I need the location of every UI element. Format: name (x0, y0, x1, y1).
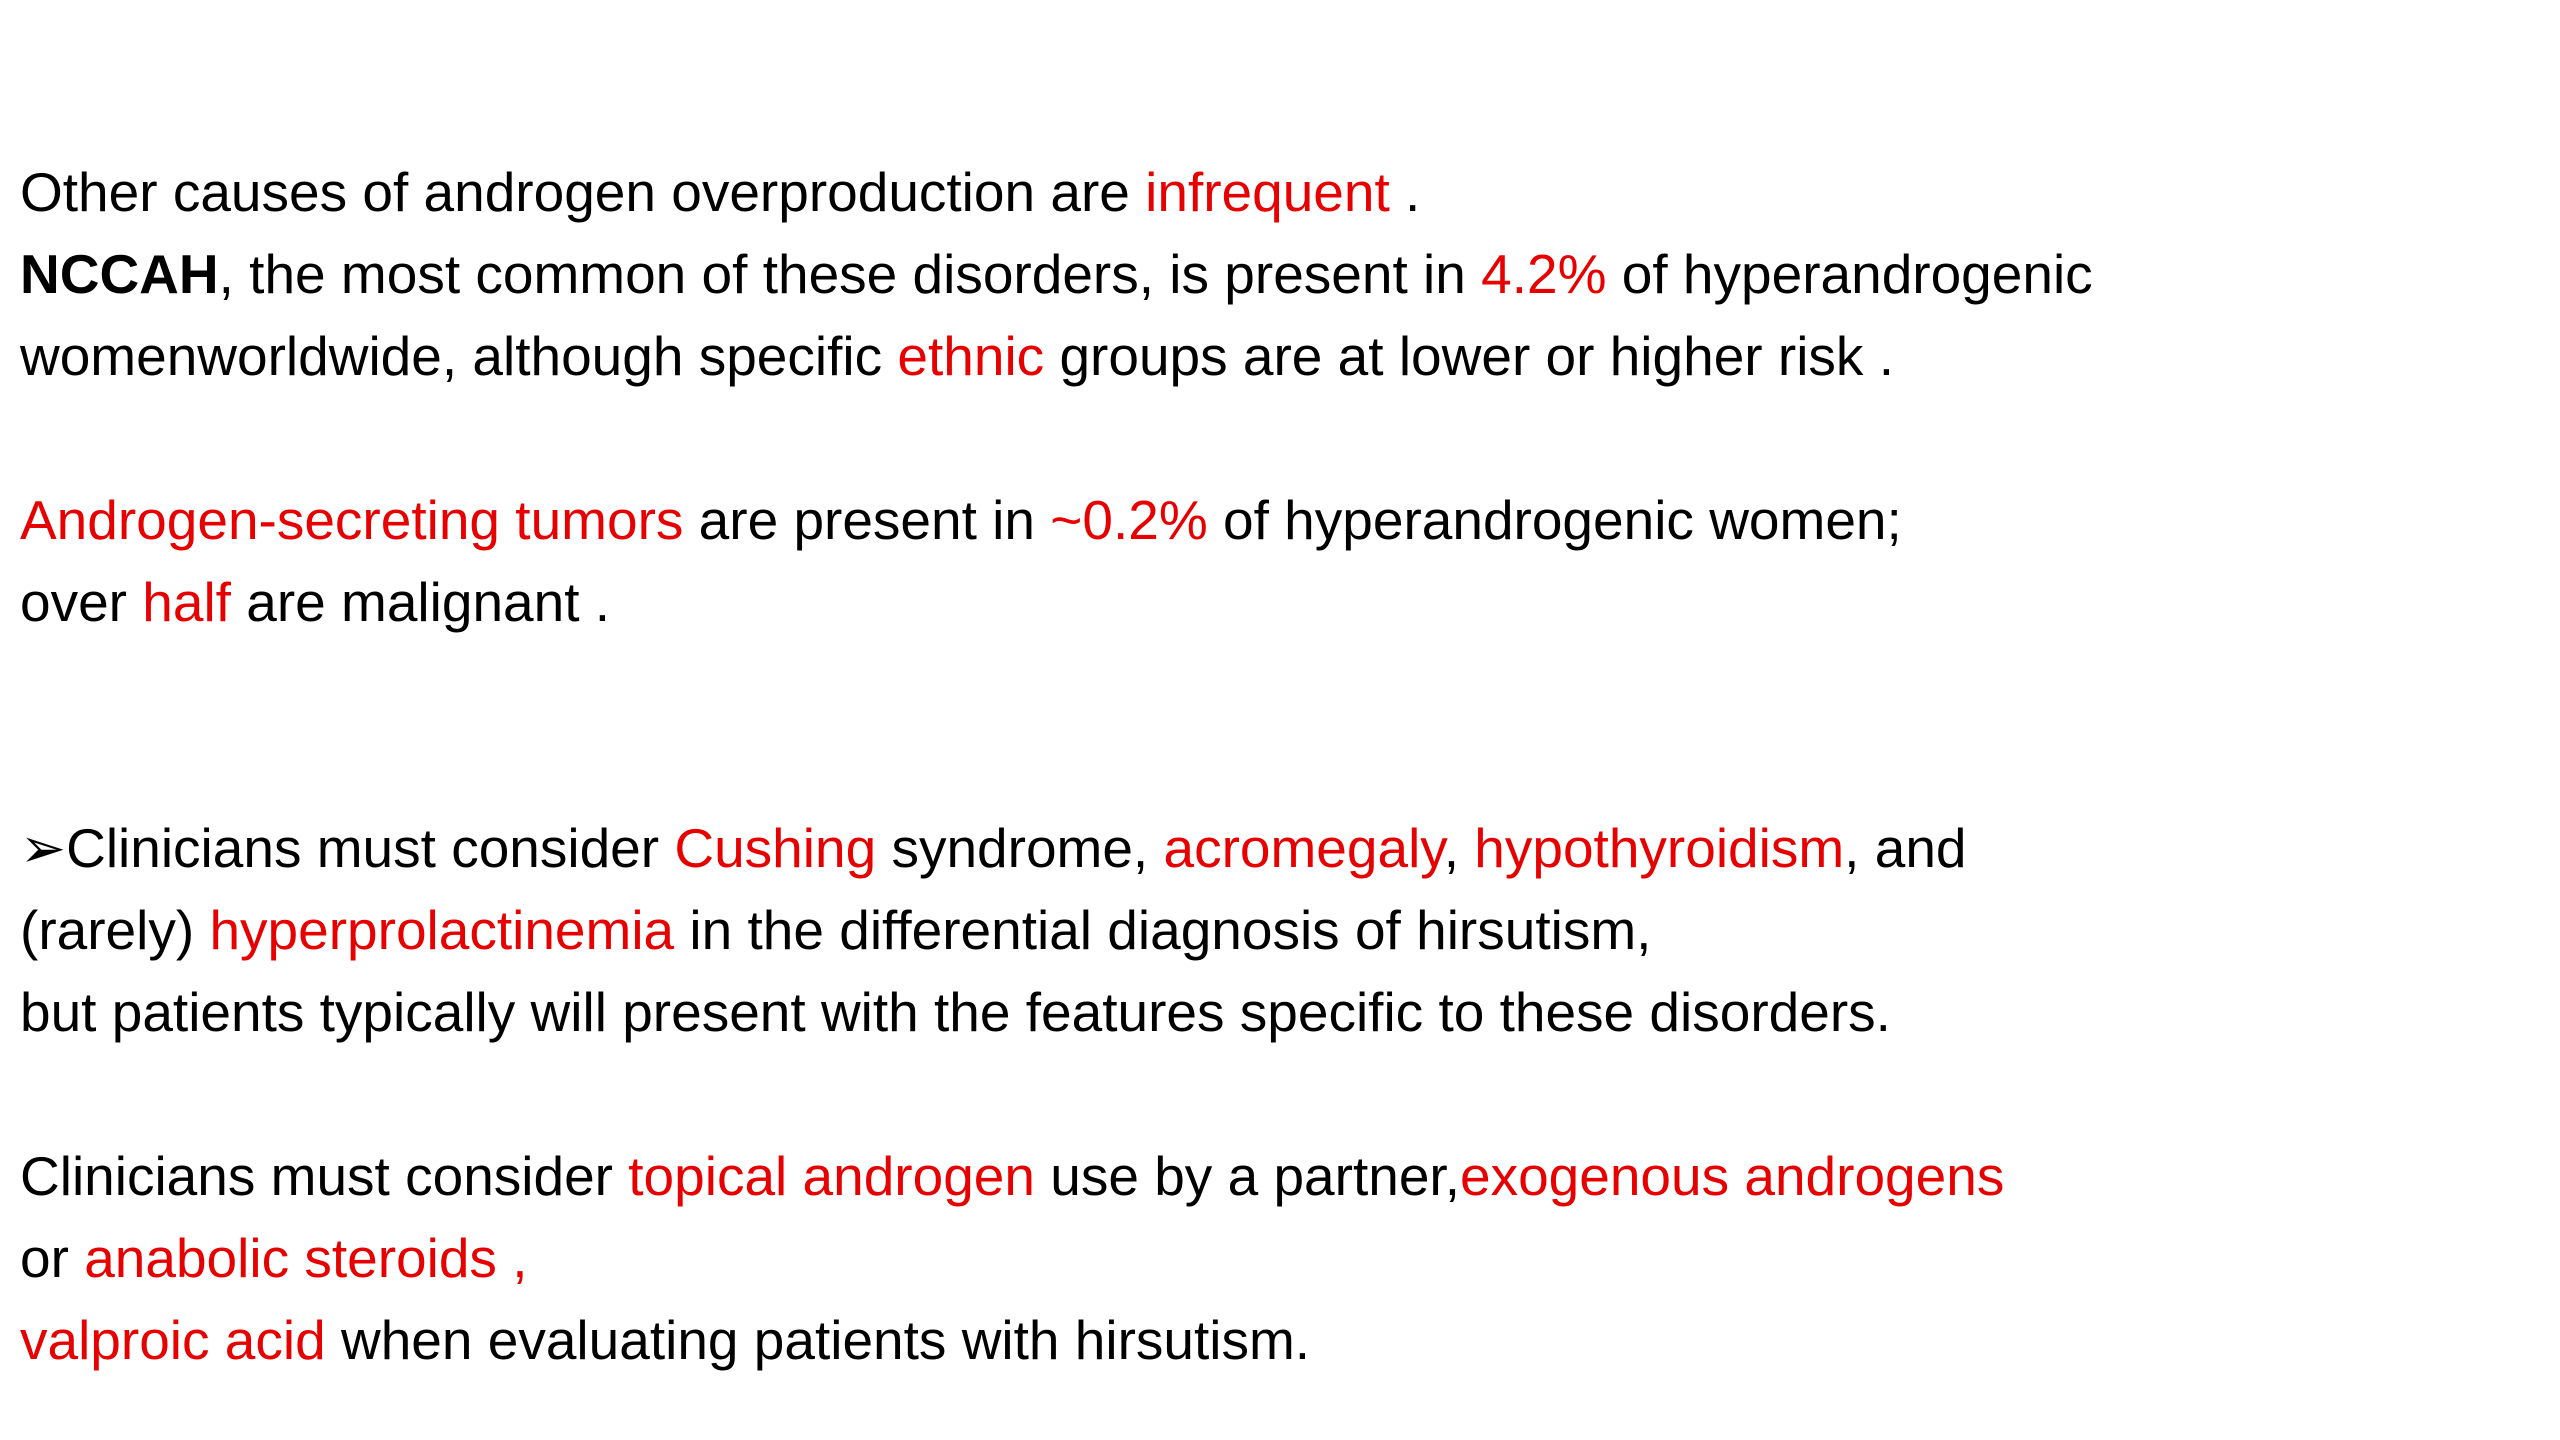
text-segment: , and (1844, 817, 1967, 879)
paragraph-line-anabolic-steroids (20, 1217, 528, 1299)
highlight-cushing: Cushing (674, 817, 877, 879)
highlight-infrequent: infrequent (1145, 161, 1390, 223)
highlight-0-2-percent: ~0.2% (1050, 489, 1208, 551)
arrow-bullet-icon: ➢ (20, 817, 67, 879)
text-segment: , (1443, 817, 1475, 879)
text-segment: Other causes of androgen overproduction are (20, 161, 1146, 223)
text-segment: but patients typically will present with the features specific to these disorders. (20, 981, 1891, 1043)
text-segment: Clinicians must consider (66, 817, 675, 879)
highlight-4-2-percent: 4.2% (1481, 243, 1607, 305)
text-segment: of hyperandrogenic (1606, 243, 2093, 305)
paragraph-line-hyperprolactinemia (20, 889, 1651, 971)
term-nccah: NCCAH (20, 243, 219, 305)
highlight-acromegaly: acromegaly (1163, 817, 1444, 879)
paragraph-line-ethnic (20, 315, 1894, 397)
highlight-valproic-acid: valproic acid (20, 1309, 326, 1371)
text-segment: , the most common of these disorders, is present in (218, 243, 1482, 305)
text-segment: Clinicians must consider (20, 1145, 629, 1207)
text-segment: groups are at lower or higher risk . (1044, 325, 1894, 387)
paragraph-line-valproic-acid (20, 1299, 1310, 1381)
highlight-exogenous-androgens: exogenous androgens (1459, 1145, 2005, 1207)
bullet-line-differential (20, 807, 1967, 889)
text-segment: are present in (683, 489, 1051, 551)
text-segment: are malignant . (230, 571, 611, 633)
highlight-androgen-secreting-tumors: Androgen-secreting tumors (20, 489, 684, 551)
paragraph-line-features (20, 971, 1891, 1053)
highlight-anabolic-steroids: anabolic steroids , (84, 1227, 528, 1289)
text-segment: . (1389, 161, 1421, 223)
text-segment: use by a partner, (1034, 1145, 1460, 1207)
text-segment: womenworldwide, although specific (20, 325, 898, 387)
text-segment: (rarely) (20, 899, 210, 961)
paragraph-line-infrequent (20, 151, 1420, 233)
highlight-hyperprolactinemia: hyperprolactinemia (209, 899, 675, 961)
text-segment: when evaluating patients with hirsutism. (325, 1309, 1311, 1371)
highlight-hypothyroidism: hypothyroidism (1474, 817, 1845, 879)
highlight-ethnic: ethnic (897, 325, 1045, 387)
highlight-half: half (142, 571, 231, 633)
highlight-topical-androgen: topical androgen (628, 1145, 1035, 1207)
text-segment: in the differential diagnosis of hirsutism, (674, 899, 1652, 961)
text-segment: or (20, 1227, 85, 1289)
text-segment: over (20, 571, 143, 633)
paragraph-line-topical-androgen (20, 1135, 2004, 1217)
paragraph-line-malignant (20, 561, 610, 643)
paragraph-line-tumors (20, 479, 1902, 561)
text-segment: of hyperandrogenic women; (1207, 489, 1902, 551)
paragraph-line-nccah (20, 233, 2093, 315)
text-segment: syndrome, (876, 817, 1164, 879)
